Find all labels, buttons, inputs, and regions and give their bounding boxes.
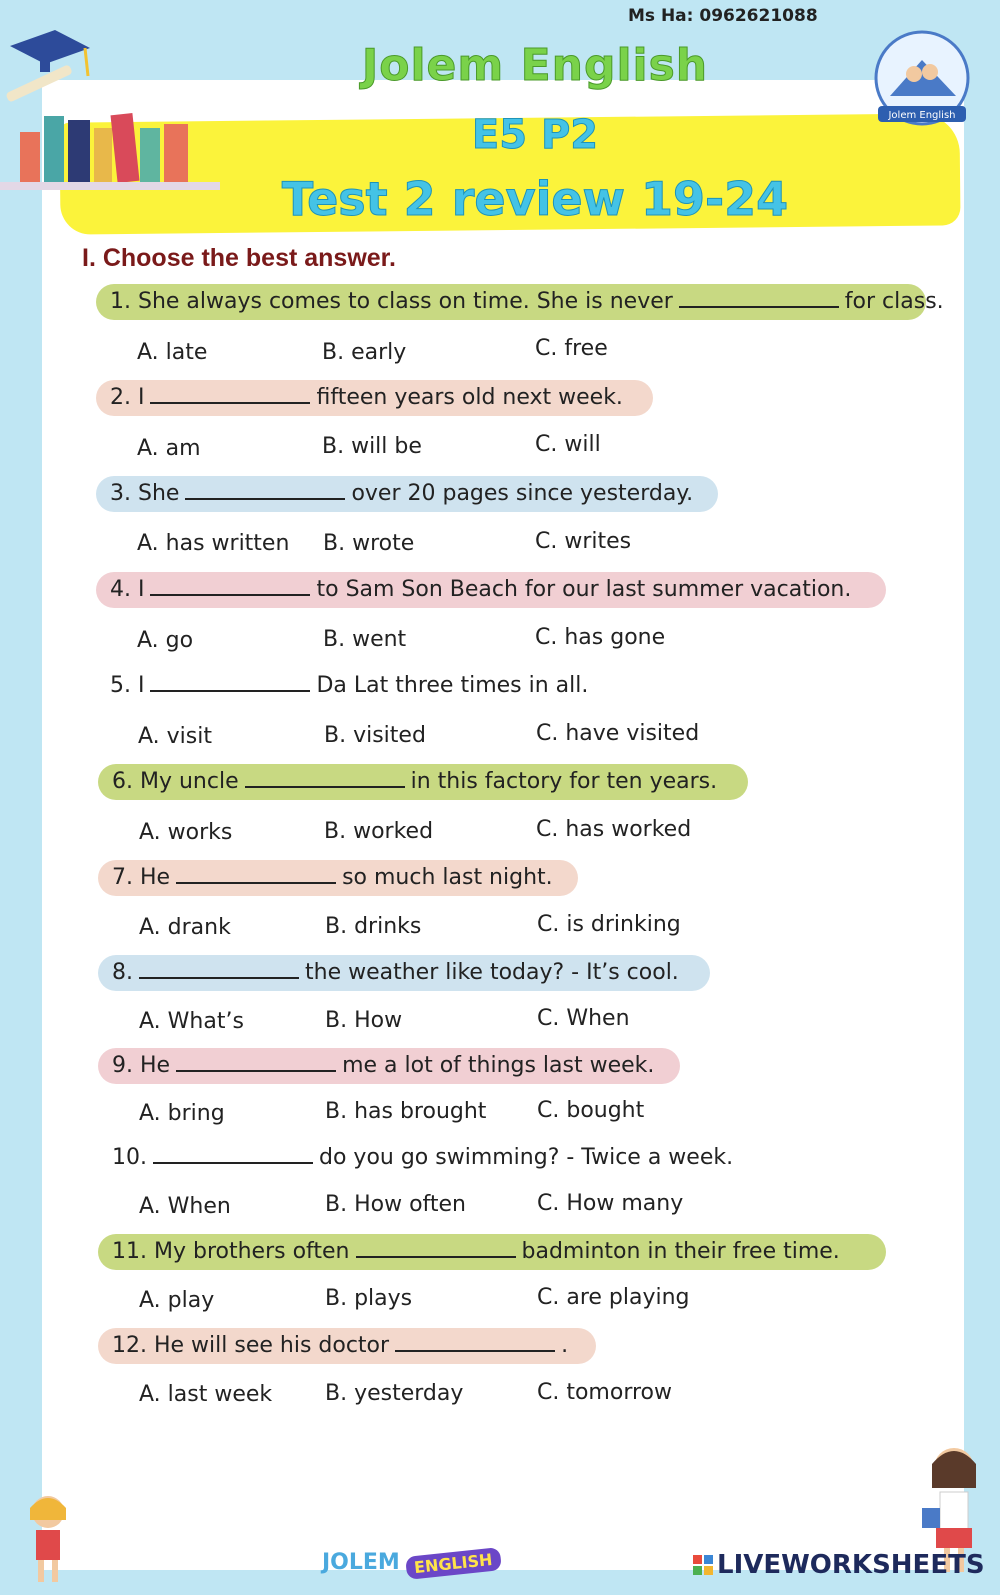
question-text: . bbox=[561, 1333, 569, 1358]
question-12 bbox=[98, 1328, 596, 1364]
option-b[interactable]: B. plays bbox=[325, 1286, 413, 1311]
question-text: 11. My brothers often bbox=[112, 1239, 350, 1264]
question-9 bbox=[98, 1048, 680, 1084]
option-b[interactable]: B. early bbox=[322, 340, 407, 365]
option-b[interactable]: B. will be bbox=[322, 434, 422, 459]
option-b[interactable]: B. worked bbox=[324, 819, 434, 844]
answer-blank[interactable] bbox=[176, 862, 336, 884]
question-3 bbox=[96, 476, 718, 512]
option-a[interactable]: A. last week bbox=[139, 1382, 273, 1407]
footer-brand-text: JOLEM bbox=[322, 1550, 400, 1575]
option-a[interactable]: A. play bbox=[139, 1288, 215, 1313]
option-a[interactable]: A. What’s bbox=[139, 1009, 244, 1034]
option-a[interactable]: A. drank bbox=[139, 915, 231, 940]
option-c[interactable]: C. How many bbox=[537, 1191, 684, 1216]
question-text: to Sam Son Beach for our last summer vacation. bbox=[316, 577, 852, 602]
option-a[interactable]: A. works bbox=[139, 820, 233, 845]
question-text: for class. bbox=[844, 289, 944, 314]
option-c[interactable]: C. When bbox=[537, 1006, 630, 1031]
answer-blank[interactable] bbox=[185, 478, 345, 500]
liveworksheets-grid-icon bbox=[693, 1555, 713, 1575]
option-a[interactable]: A. late bbox=[137, 340, 208, 365]
option-c[interactable]: C. has worked bbox=[536, 817, 692, 842]
brand-title: Jolem English bbox=[361, 40, 709, 91]
option-c[interactable]: C. has gone bbox=[535, 625, 666, 650]
option-b[interactable]: B. wrote bbox=[323, 531, 415, 556]
option-c[interactable]: C. have visited bbox=[536, 721, 700, 746]
question-text: me a lot of things last week. bbox=[342, 1053, 655, 1078]
worksheet-title: Test 2 review 19-24 bbox=[281, 172, 789, 226]
option-c[interactable]: C. bought bbox=[537, 1098, 645, 1123]
option-b[interactable]: B. yesterday bbox=[325, 1381, 464, 1406]
answer-blank[interactable] bbox=[679, 286, 839, 308]
option-c[interactable]: C. writes bbox=[535, 529, 632, 554]
books-graduation-icon bbox=[0, 28, 230, 198]
option-a[interactable]: A. am bbox=[137, 436, 201, 461]
answer-blank[interactable] bbox=[139, 957, 299, 979]
answer-blank[interactable] bbox=[245, 766, 405, 788]
option-c[interactable]: C. is drinking bbox=[537, 912, 681, 937]
question-8 bbox=[98, 955, 710, 991]
question-text: do you go swimming? - Twice a week. bbox=[319, 1145, 734, 1170]
option-b[interactable]: B. has brought bbox=[325, 1099, 487, 1124]
question-text: 6. My uncle bbox=[112, 769, 239, 794]
question-text: Da Lat three times in all. bbox=[316, 673, 589, 698]
option-b[interactable]: B. went bbox=[323, 627, 407, 652]
contact-text: Ms Ha: 0962621088 bbox=[628, 6, 818, 26]
question-text: 4. I bbox=[110, 577, 145, 602]
option-a[interactable]: A. visit bbox=[138, 724, 212, 749]
question-text: 10. bbox=[112, 1145, 147, 1170]
question-text: 5. I bbox=[110, 673, 145, 698]
question-2 bbox=[96, 380, 653, 416]
question-text: so much last night. bbox=[342, 865, 553, 890]
option-b[interactable]: B. How bbox=[325, 1008, 403, 1033]
answer-blank[interactable] bbox=[150, 382, 310, 404]
answer-blank[interactable] bbox=[153, 1142, 313, 1164]
question-text: 12. He will see his doctor bbox=[112, 1333, 390, 1358]
option-c[interactable]: C. will bbox=[535, 432, 601, 457]
option-b[interactable]: B. drinks bbox=[325, 914, 422, 939]
question-text: 8. bbox=[112, 960, 133, 985]
option-b[interactable]: B. How often bbox=[325, 1192, 466, 1217]
answer-blank[interactable] bbox=[150, 574, 310, 596]
jolem-logo-icon bbox=[872, 30, 972, 140]
option-c[interactable]: C. are playing bbox=[537, 1285, 690, 1310]
question-text: in this factory for ten years. bbox=[410, 769, 718, 794]
liveworksheets-text: LIVEWORKSHEETS bbox=[717, 1550, 985, 1580]
question-11 bbox=[98, 1234, 886, 1270]
question-text: 1. She always comes to class on time. She is never bbox=[110, 289, 673, 314]
option-c[interactable]: C. tomorrow bbox=[537, 1380, 672, 1405]
option-c[interactable]: C. free bbox=[535, 336, 608, 361]
option-a[interactable]: A. When bbox=[139, 1194, 231, 1219]
question-7 bbox=[98, 860, 578, 896]
answer-blank[interactable] bbox=[395, 1330, 555, 1352]
question-text: 3. She bbox=[110, 481, 180, 506]
question-4 bbox=[96, 572, 886, 608]
answer-blank[interactable] bbox=[150, 670, 310, 692]
footer-brand-badge: ENGLISH bbox=[405, 1547, 501, 1580]
question-text: over 20 pages since yesterday. bbox=[351, 481, 694, 506]
option-b[interactable]: B. visited bbox=[324, 723, 426, 748]
question-text: 7. He bbox=[112, 865, 171, 890]
option-a[interactable]: A. bring bbox=[139, 1101, 225, 1126]
option-a[interactable]: A. go bbox=[137, 628, 194, 653]
answer-blank[interactable] bbox=[176, 1050, 336, 1072]
question-text: 9. He bbox=[112, 1053, 171, 1078]
question-text: badminton in their free time. bbox=[521, 1239, 840, 1264]
option-a[interactable]: A. has written bbox=[137, 531, 290, 556]
question-text: 2. I bbox=[110, 385, 145, 410]
svg-text:Jolem English: Jolem English bbox=[888, 110, 956, 121]
class-code: E5 P2 bbox=[471, 112, 599, 158]
question-5 bbox=[96, 668, 616, 704]
question-10 bbox=[98, 1140, 768, 1176]
question-1 bbox=[96, 284, 944, 320]
question-text: fifteen years old next week. bbox=[316, 385, 623, 410]
liveworksheets-logo[interactable] bbox=[693, 1550, 985, 1580]
question-text: the weather like today? - It’s cool. bbox=[305, 960, 679, 985]
section-title: I. Choose the best answer. bbox=[82, 244, 396, 272]
answer-blank[interactable] bbox=[356, 1236, 516, 1258]
footer-brand bbox=[322, 1549, 500, 1578]
girl-student-icon bbox=[18, 1490, 78, 1590]
question-6 bbox=[98, 764, 748, 800]
